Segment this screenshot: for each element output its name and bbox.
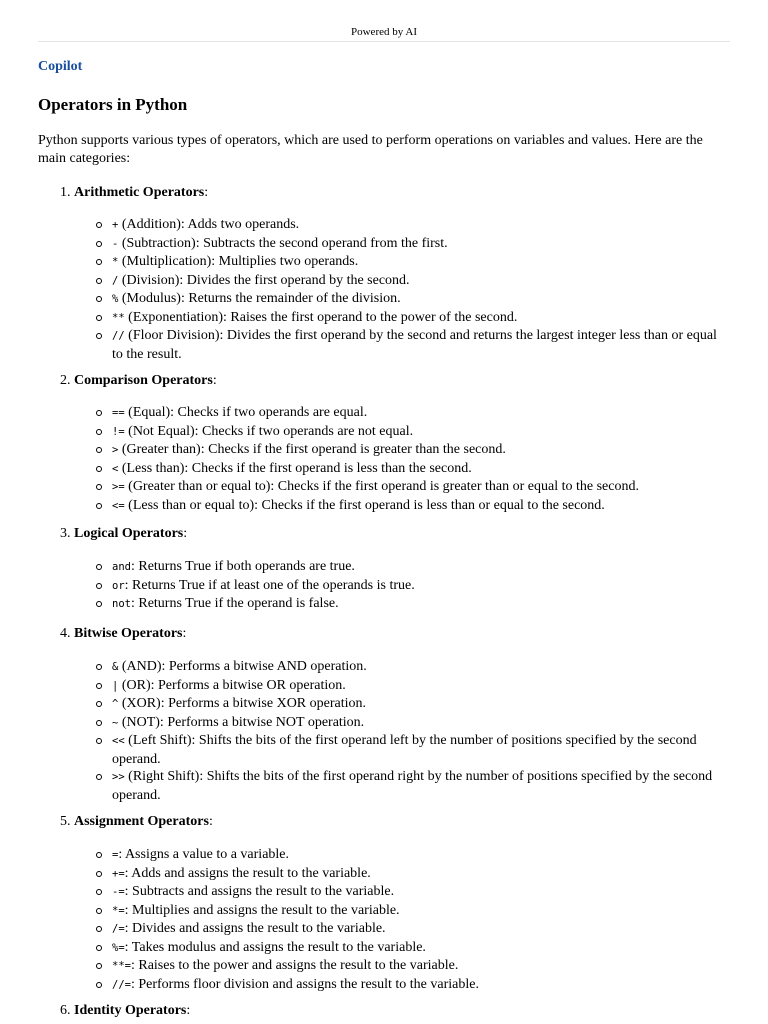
operator-code: < bbox=[112, 462, 119, 475]
item-description: : Subtracts and assigns the result to the variable. bbox=[124, 884, 395, 899]
section-heading-bitwise: 4. Bitwise Operators: bbox=[60, 626, 187, 641]
bullet-icon bbox=[96, 963, 102, 969]
operator-code: <= bbox=[112, 499, 125, 512]
bullet-icon bbox=[96, 583, 102, 589]
list-item bbox=[95, 404, 731, 423]
bullet-icon bbox=[96, 701, 102, 707]
operator-code: != bbox=[112, 425, 125, 438]
section-heading-identity: 6. Identity Operators: bbox=[60, 1003, 191, 1018]
list-item bbox=[95, 478, 731, 497]
bullet-icon bbox=[96, 564, 102, 570]
list-item bbox=[95, 695, 731, 714]
bullet-icon bbox=[96, 410, 102, 416]
item-description: (AND): Performs a bitwise AND operation. bbox=[118, 659, 367, 674]
bullet-icon bbox=[96, 871, 102, 877]
bullet-icon bbox=[96, 296, 102, 302]
operator-code: -= bbox=[112, 886, 125, 898]
bullet-icon bbox=[96, 466, 102, 472]
operator-code: + bbox=[112, 219, 119, 231]
list-item bbox=[95, 272, 731, 291]
operator-code: *= bbox=[112, 904, 125, 917]
intro-paragraph: Python supports various types of operators, which are used to perform operations on variables and values. Here are the main categories: bbox=[38, 133, 703, 166]
operator-code: += bbox=[112, 867, 125, 880]
item-description: : Raises to the power and assigns the result to the variable. bbox=[130, 958, 459, 973]
item-description: (XOR): Performs a bitwise XOR operation. bbox=[118, 696, 367, 711]
bullet-icon bbox=[96, 852, 102, 858]
bullet-icon bbox=[96, 720, 102, 726]
section-number: 6. bbox=[60, 1003, 71, 1018]
bullet-icon bbox=[96, 738, 102, 744]
operator-code: ** bbox=[112, 311, 125, 324]
list-item bbox=[95, 920, 731, 939]
operator-code: | bbox=[112, 679, 119, 692]
item-description: (Greater than or equal to): Checks if the first operand is greater than or equal to the second. bbox=[124, 479, 639, 494]
list-item bbox=[95, 290, 731, 309]
list-item bbox=[95, 595, 731, 614]
section-heading-logical: 3. Logical Operators: bbox=[60, 526, 188, 541]
bullet-icon bbox=[96, 926, 102, 932]
powered-by-label: Powered by AI bbox=[351, 26, 417, 38]
list-item bbox=[95, 460, 731, 479]
item-description: (Not Equal): Checks if two operands are not equal. bbox=[124, 423, 414, 439]
list-item bbox=[95, 957, 731, 976]
item-description: (Exponentiation): Raises the first operand to the power of the second. bbox=[124, 309, 518, 325]
operator-code: // bbox=[112, 330, 125, 342]
list-item bbox=[95, 577, 731, 596]
operator-code: not bbox=[112, 598, 131, 610]
header-divider bbox=[38, 41, 730, 42]
section-title: Assignment Operators bbox=[74, 814, 209, 829]
section-number: 2. bbox=[60, 373, 71, 388]
section-heading-comparison: 2. Comparison Operators: bbox=[60, 373, 217, 388]
bullet-icon bbox=[96, 945, 102, 951]
page-title: Operators in Python bbox=[38, 95, 188, 114]
item-description: (Multiplication): Multiplies two operands. bbox=[118, 254, 359, 269]
operator-code: << bbox=[112, 735, 125, 747]
list-item bbox=[95, 714, 731, 733]
list-item bbox=[95, 253, 731, 272]
list-item bbox=[95, 558, 731, 577]
item-description: (Right Shift): Shifts the bits of the first operand right by the number of positions specified by the second operand. bbox=[112, 769, 713, 803]
list-item bbox=[95, 768, 731, 804]
bullet-icon bbox=[96, 774, 102, 780]
operator-code: %= bbox=[112, 941, 125, 954]
item-description: (Addition): Adds two operands. bbox=[118, 217, 300, 232]
bullet-icon bbox=[96, 259, 102, 265]
section-heading-arithmetic: 1. Arithmetic Operators: bbox=[60, 185, 209, 200]
list-item bbox=[95, 309, 731, 328]
assignment-operator-list bbox=[95, 846, 731, 994]
section-title: Identity Operators bbox=[74, 1003, 187, 1018]
item-description: : Returns True if both operands are true. bbox=[130, 559, 355, 574]
operator-code: /= bbox=[112, 923, 125, 935]
item-description: (Left Shift): Shifts the bits of the first operand left by the number of positions specified by the second operand. bbox=[112, 733, 697, 767]
operator-code: = bbox=[112, 849, 119, 861]
item-description: : Takes modulus and assigns the result to the variable. bbox=[124, 939, 426, 955]
bullet-icon bbox=[96, 484, 102, 490]
list-item bbox=[95, 677, 731, 696]
item-description: : Adds and assigns the result to the variable. bbox=[124, 865, 371, 881]
item-description: (OR): Performs a bitwise OR operation. bbox=[118, 677, 346, 693]
section-number: 1. bbox=[60, 185, 71, 200]
bullet-icon bbox=[96, 429, 102, 435]
section-heading-assignment: 5. Assignment Operators: bbox=[60, 814, 213, 829]
operator-code: **= bbox=[112, 960, 131, 972]
item-description: (Equal): Checks if two operands are equal. bbox=[124, 405, 368, 420]
list-item bbox=[95, 658, 731, 677]
bullet-icon bbox=[96, 315, 102, 321]
operator-code: > bbox=[112, 444, 119, 456]
bitwise-operator-list bbox=[95, 658, 731, 804]
operator-code: == bbox=[112, 407, 125, 419]
operator-code: / bbox=[112, 274, 119, 287]
comparison-operator-list bbox=[95, 404, 731, 515]
section-title: Comparison Operators bbox=[74, 373, 213, 388]
operator-code: >> bbox=[112, 771, 125, 783]
operator-code: % bbox=[112, 293, 119, 305]
bullet-icon bbox=[96, 908, 102, 914]
section-number: 5. bbox=[60, 814, 71, 829]
bullet-icon bbox=[96, 982, 102, 988]
logical-operator-list bbox=[95, 558, 731, 614]
operator-code: //= bbox=[112, 978, 131, 991]
item-description: (Greater than): Checks if the first operand is greater than the second. bbox=[118, 442, 506, 457]
operator-code: ~ bbox=[112, 716, 119, 729]
operator-code: - bbox=[112, 237, 119, 250]
item-description: (Less than): Checks if the first operand is less than the second. bbox=[118, 460, 472, 476]
list-item bbox=[95, 235, 731, 254]
bullet-icon bbox=[96, 601, 102, 607]
bullet-icon bbox=[96, 241, 102, 247]
bullet-icon bbox=[96, 222, 102, 228]
item-description: : Assigns a value to a variable. bbox=[118, 847, 290, 862]
operator-code: * bbox=[112, 256, 119, 268]
item-description: : Multiplies and assigns the result to the variable. bbox=[124, 902, 400, 918]
arithmetic-operator-list bbox=[95, 216, 731, 363]
bullet-icon bbox=[96, 447, 102, 453]
list-item bbox=[95, 846, 731, 865]
operator-code: or bbox=[112, 579, 125, 592]
item-description: (Division): Divides the first operand by the second. bbox=[118, 272, 410, 288]
operator-code: and bbox=[112, 561, 131, 573]
list-item bbox=[95, 216, 731, 235]
list-item bbox=[95, 976, 731, 995]
bullet-icon bbox=[96, 503, 102, 509]
item-description: (NOT): Performs a bitwise NOT operation. bbox=[118, 714, 365, 730]
item-description: (Less than or equal to): Checks if the first operand is less than or equal to the second. bbox=[124, 497, 605, 513]
list-item bbox=[95, 732, 731, 768]
section-number: 4. bbox=[60, 626, 71, 641]
section-title: Logical Operators bbox=[74, 526, 184, 541]
item-description: (Subtraction): Subtracts the second operand from the first. bbox=[118, 235, 448, 251]
brand-name: Copilot bbox=[38, 59, 83, 74]
item-description: (Floor Division): Divides the first operand by the second and returns the largest integer less than or equal to the result. bbox=[112, 328, 717, 362]
list-item bbox=[95, 423, 731, 442]
bullet-icon bbox=[96, 889, 102, 895]
bullet-icon bbox=[96, 333, 102, 339]
list-item bbox=[95, 441, 731, 460]
item-description: : Performs floor division and assigns the result to the variable. bbox=[130, 976, 479, 992]
list-item bbox=[95, 497, 731, 516]
item-description: : Returns True if the operand is false. bbox=[130, 596, 339, 611]
operator-code: ^ bbox=[112, 698, 119, 710]
operator-code: >= bbox=[112, 481, 125, 493]
section-number: 3. bbox=[60, 526, 71, 541]
list-item bbox=[95, 883, 731, 902]
list-item bbox=[95, 865, 731, 884]
item-description: : Divides and assigns the result to the variable. bbox=[124, 921, 386, 936]
list-item bbox=[95, 902, 731, 921]
operator-code: & bbox=[112, 661, 119, 673]
bullet-icon bbox=[96, 683, 102, 689]
bullet-icon bbox=[96, 664, 102, 670]
item-description: (Modulus): Returns the remainder of the division. bbox=[118, 291, 401, 306]
list-item bbox=[95, 939, 731, 958]
item-description: : Returns True if at least one of the operands is true. bbox=[124, 577, 415, 593]
section-title: Arithmetic Operators bbox=[74, 185, 205, 200]
bullet-icon bbox=[96, 278, 102, 284]
list-item bbox=[95, 327, 731, 363]
section-title: Bitwise Operators bbox=[74, 626, 183, 641]
